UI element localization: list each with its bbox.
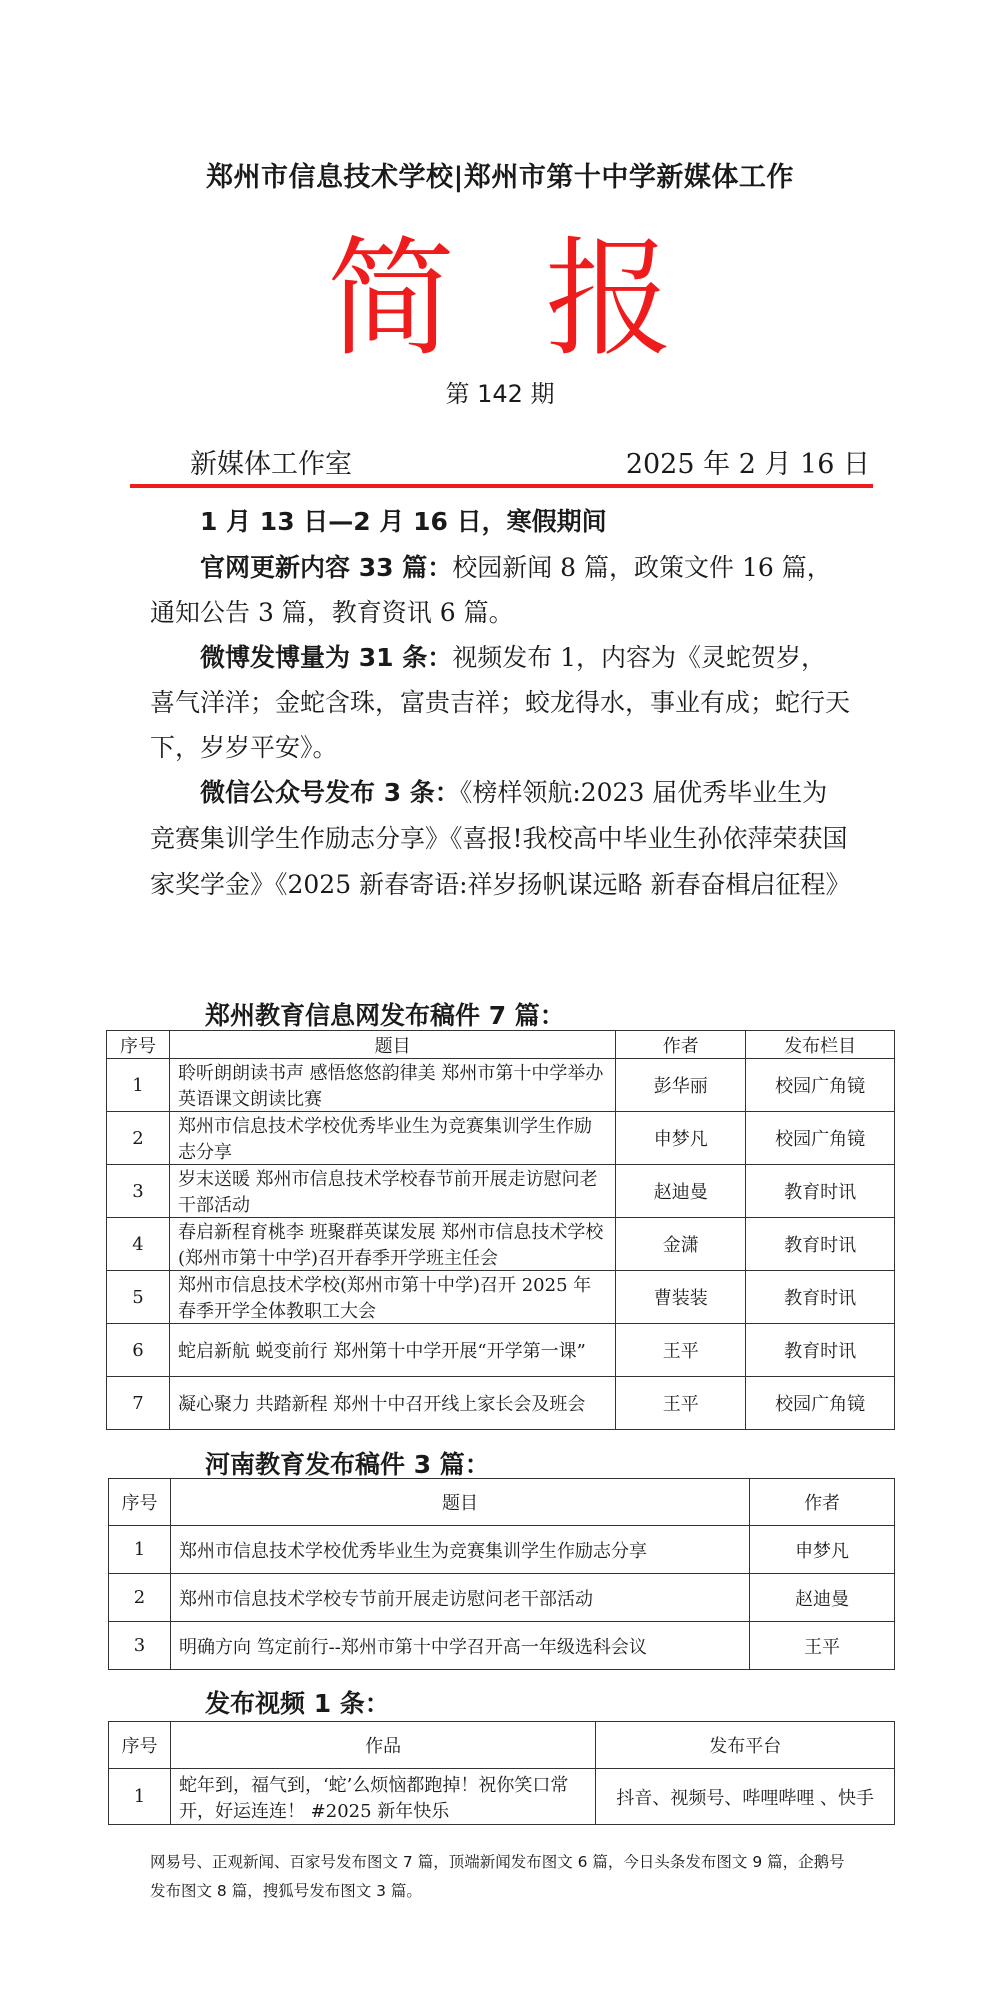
row-index: 2 (107, 1112, 170, 1165)
row-author: 曹装装 (616, 1271, 746, 1324)
table-header-row (109, 1479, 895, 1526)
row-column: 教育时讯 (746, 1324, 895, 1377)
row-title: 郑州市信息技术学校(郑州市第十中学)召开 2025 年春季开学全体教职工大会 (169, 1271, 615, 1324)
wechat-paragraph (150, 770, 850, 908)
row-platform: 抖音、视频号、哔哩哔哩 、快手 (596, 1769, 895, 1825)
col-header-index: 序号 (109, 1479, 171, 1526)
row-title: 郑州市信息技术学校优秀毕业生为竞赛集训学生作励志分享 (169, 1112, 615, 1165)
row-title: 明确方向 笃定前行--郑州市第十中学召开高一年级选科会议 (170, 1622, 749, 1670)
table-row (107, 1059, 895, 1112)
table-row (107, 1324, 895, 1377)
row-title: 凝心聚力 共踏新程 郑州十中召开线上家长会及班会 (169, 1377, 615, 1430)
col-header-author: 作者 (616, 1031, 746, 1059)
website-label: 官网更新内容 33 篇： (200, 553, 453, 582)
table-row (107, 1112, 895, 1165)
row-author: 王平 (616, 1377, 746, 1430)
row-title: 聆听朗朗读书声 感悟悠悠韵律美 郑州市第十中学举办英语课文朗读比赛 (169, 1059, 615, 1112)
table-row (109, 1526, 895, 1574)
row-index: 1 (109, 1526, 171, 1574)
row-author: 彭华丽 (616, 1059, 746, 1112)
row-author: 王平 (750, 1622, 895, 1670)
weibo-paragraph (150, 635, 850, 770)
row-index: 2 (109, 1574, 171, 1622)
row-author: 申梦凡 (616, 1112, 746, 1165)
row-author: 赵迪曼 (750, 1574, 895, 1622)
red-divider (130, 484, 873, 488)
row-title: 春启新程育桃李 班聚群英谋发展 郑州市信息技术学校(郑州市第十中学)召开春季开学班主任会 (169, 1218, 615, 1271)
row-column: 教育时讯 (746, 1165, 895, 1218)
weibo-text: 视频发布 1，内容为《灵蛇贺岁，喜气洋洋；金蛇含珠，富贵吉祥；蛟龙得水，事业有成；蛇行天下，岁岁平安》。 (150, 643, 851, 762)
henan-edu-table (108, 1478, 895, 1670)
period-line: 1 月 13 日—2 月 16 日，寒假期间 (200, 507, 607, 536)
table-row (109, 1769, 895, 1825)
table-row (107, 1218, 895, 1271)
row-column: 教育时讯 (746, 1218, 895, 1271)
table3-heading: 发布视频 1 条： (205, 1689, 390, 1718)
col-header-work: 作品 (170, 1722, 595, 1769)
table-row (109, 1574, 895, 1622)
row-title: 郑州市信息技术学校专节前开展走访慰问老干部活动 (170, 1574, 749, 1622)
row-title: 蛇启新航 蜕变前行 郑州第十中学开展“开学第一课” (169, 1324, 615, 1377)
summary-section (150, 499, 850, 908)
table-row (107, 1377, 895, 1430)
table-row (109, 1622, 895, 1670)
row-column: 教育时讯 (746, 1271, 895, 1324)
website-text: 校园新闻 8 篇，政策文件 16 篇，通知公告 3 篇，教育资讯 6 篇。 (150, 553, 832, 627)
video-table (108, 1721, 895, 1825)
row-index: 1 (107, 1059, 170, 1112)
table-row (107, 1271, 895, 1324)
report-big-title (0, 225, 1000, 375)
row-work: 蛇年到，福气到，‘蛇’么烦恼都跑掉！祝你笑口常开，好运连连！ #2025 新年快乐 (170, 1769, 595, 1825)
footer-note: 网易号、正观新闻、百家号发布图文 7 篇，顶端新闻发布图文 6 篇，今日头条发布图文 9 篇，企鹅号发布图文 8 篇，搜狐号发布图文 3 篇。 (150, 1853, 845, 1900)
col-header-index: 序号 (109, 1722, 171, 1769)
row-index: 5 (107, 1271, 170, 1324)
big-title-char-2: 报 (545, 225, 674, 374)
table-header-row (109, 1722, 895, 1769)
wechat-text: 《榜样领航:2023 届优秀毕业生为竞赛集训学生作励志分享》《喜报!我校高中毕业生孙依萍荣获国家奖学金》《2025 新春寄语:祥岁扬帆谋远略 新春奋楫启征程》 (150, 778, 851, 899)
row-index: 4 (107, 1218, 170, 1271)
col-header-index: 序号 (107, 1031, 170, 1059)
issue-date: 2025 年 2 月 16 日 (625, 449, 870, 480)
row-author: 金潇 (616, 1218, 746, 1271)
table1-heading: 郑州教育信息网发布稿件 7 篇： (205, 1001, 565, 1030)
row-column: 校园广角镜 (746, 1059, 895, 1112)
weibo-label: 微博发博量为 31 条： (200, 643, 453, 672)
issue-number: 第 142 期 (445, 380, 555, 408)
table-header-row (107, 1031, 895, 1059)
row-index: 7 (107, 1377, 170, 1430)
table2-heading: 河南教育发布稿件 3 篇： (205, 1450, 490, 1479)
zhengzhou-edu-table (106, 1030, 895, 1430)
row-title: 郑州市信息技术学校优秀毕业生为竞赛集训学生作励志分享 (170, 1526, 749, 1574)
col-header-title: 题目 (170, 1479, 749, 1526)
col-header-author: 作者 (750, 1479, 895, 1526)
table-row (107, 1165, 895, 1218)
issuing-unit: 新媒体工作室 (190, 449, 352, 480)
row-author: 赵迪曼 (616, 1165, 746, 1218)
row-index: 6 (107, 1324, 170, 1377)
row-index: 1 (109, 1769, 171, 1825)
row-index: 3 (109, 1622, 171, 1670)
row-column: 校园广角镜 (746, 1112, 895, 1165)
col-header-column: 发布栏目 (746, 1031, 895, 1059)
wechat-label: 微信公众号发布 3 条： (200, 778, 460, 807)
big-title-char-1: 简 (326, 225, 455, 374)
row-author: 王平 (616, 1324, 746, 1377)
col-header-title: 题目 (169, 1031, 615, 1059)
report-header-title: 郑州市信息技术学校|郑州市第十中学新媒体工作 (206, 162, 794, 193)
row-author: 申梦凡 (750, 1526, 895, 1574)
col-header-platform: 发布平台 (596, 1722, 895, 1769)
row-column: 校园广角镜 (746, 1377, 895, 1430)
website-paragraph (150, 545, 850, 635)
row-index: 3 (107, 1165, 170, 1218)
row-title: 岁末送暖 郑州市信息技术学校春节前开展走访慰问老干部活动 (169, 1165, 615, 1218)
